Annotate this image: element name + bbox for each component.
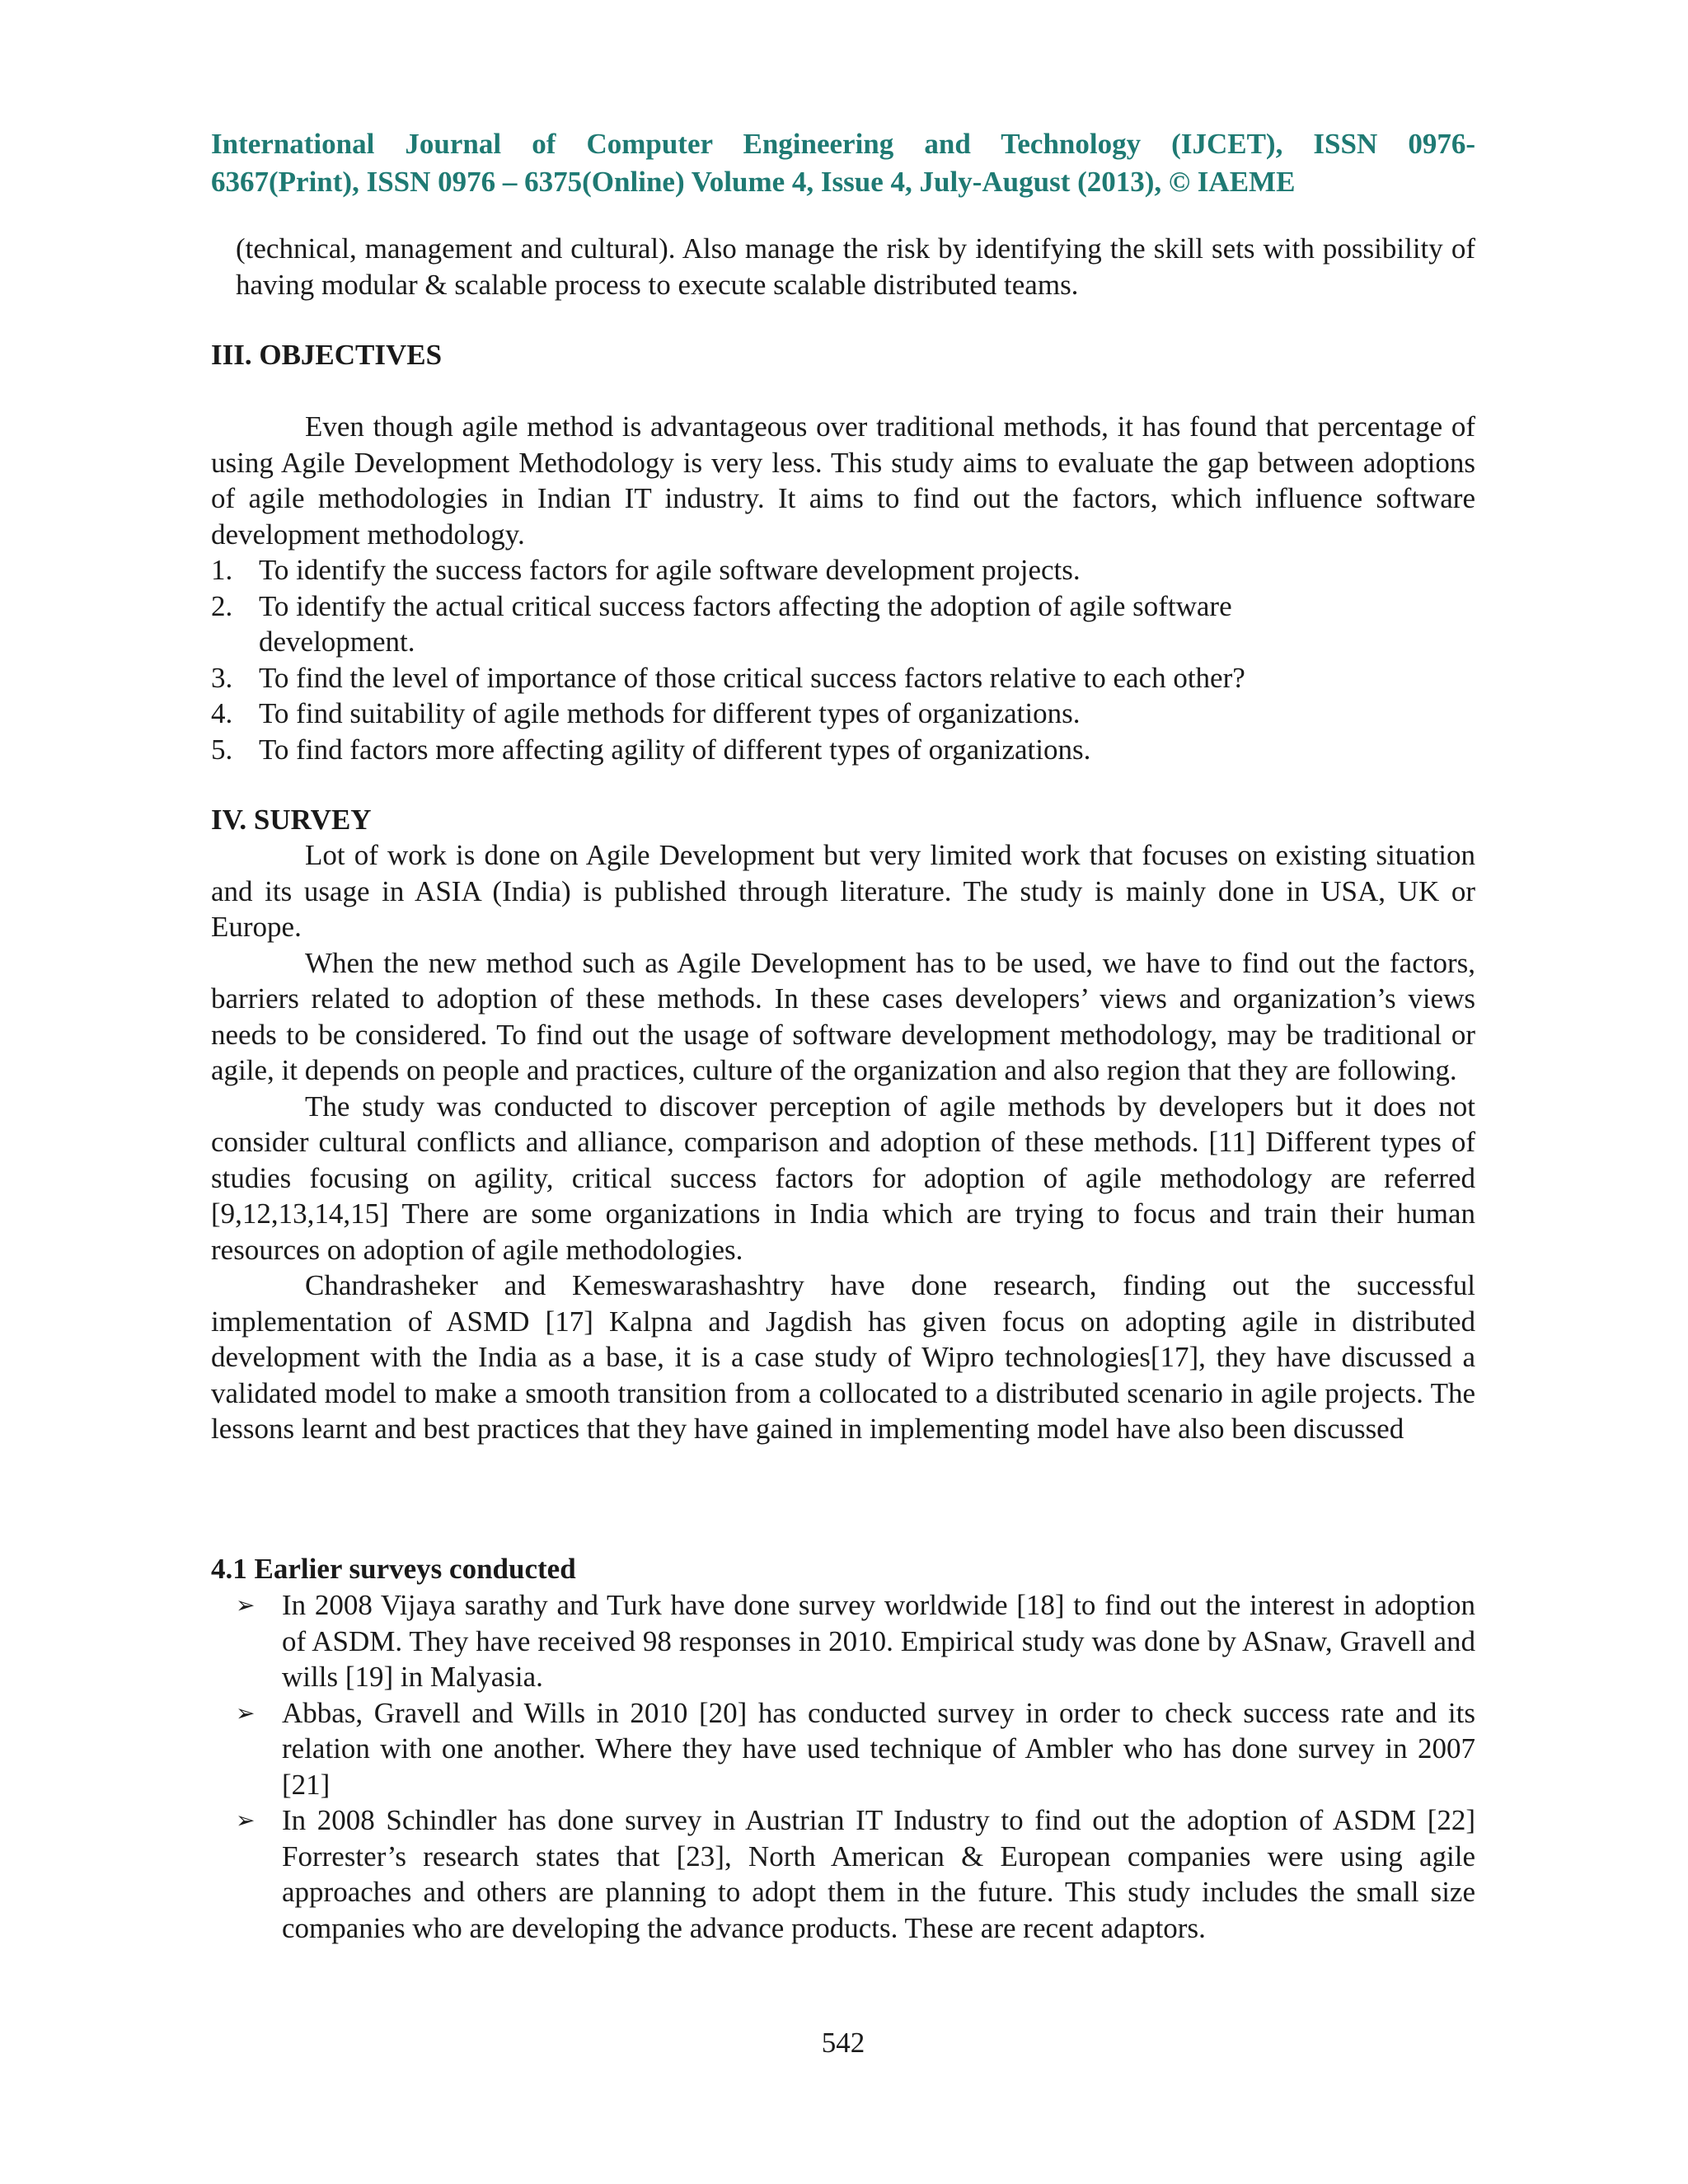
list-item-text: To identify the actual critical success factors affecting the adoption of agile software development. [259, 589, 1232, 658]
arrow-bullet-icon: ➢ [236, 1591, 256, 1619]
list-item [211, 660, 1475, 696]
list-item [211, 552, 1475, 588]
list-item-text: Abbas, Gravell and Wills in 2010 [20] has conducted survey in order to check success rate and its relation with one another. Where they have used technique of Ambler who has done survey in 2007 [21] [282, 1696, 1475, 1801]
subsection-title-earlier-surveys: 4.1 Earlier surveys conducted [211, 1553, 576, 1585]
section-title-survey: IV. SURVEY [211, 804, 372, 836]
list-number: 3. [211, 661, 233, 694]
list-number: 2. [211, 589, 233, 622]
survey-paragraph: Chandrasheker and Kemeswarashashtry have done research, finding out the successful implementation of ASMD [17] Kalpna and Jagdish has given focus on adopting agile in distributed development with the India as a base, it is a case study of Wipro technologies[17], they have discussed a validated model to make a smooth transition from a collocated to a distributed scenario in agile projects. The lessons learnt and best practices that they have gained in implementing model have also been discussed [211, 1269, 1475, 1445]
list-number: 5. [211, 733, 233, 766]
list-item-text: To find factors more affecting agility of different types of organizations. [259, 733, 1091, 766]
list-item [236, 1695, 1475, 1803]
survey-paragraph: The study was conducted to discover perception of agile methods by developers but it does not consider cultural conflicts and alliance, comparison and adoption of these methods. [11] Different types of studies focusing on agility, critical success factors for adoption of agile methodology are referred [9,12,13,14,15] There are some organizations in India which are trying to focus and train their human resources on adoption of agile methodologies. [211, 1090, 1475, 1266]
list-number: 4. [211, 697, 233, 729]
survey-paragraph: When the new method such as Agile Development has to be used, we have to find out the factors, barriers related to adoption of these methods. In these cases developers’ views and organization’s views needs to be considered. To find out the usage of software development methodology, may be traditional or agile, it depends on people and practices, culture of the organization and also region that they are following. [211, 946, 1475, 1086]
list-number: 1. [211, 554, 233, 586]
continuation-paragraph [236, 231, 1475, 302]
journal-header-line-1: International Journal of Computer Engineering and Technology (IJCET), ISSN 0976- [211, 128, 1475, 160]
objectives-list [211, 552, 1475, 767]
list-item-text: To find suitability of agile methods for different types of organizations. [259, 697, 1081, 729]
continuation-text: (technical, management and cultural). Also manage the risk by identifying the skill sets with possibility of having modular & scalable process to execute scalable distributed teams. [236, 232, 1475, 301]
section-title-objectives: III. OBJECTIVES [211, 339, 443, 371]
list-item-text: To identify the success factors for agile software development projects. [259, 554, 1081, 586]
journal-header [211, 125, 1475, 201]
earlier-surveys-list [236, 1587, 1475, 1946]
objectives-section [211, 409, 1475, 767]
list-item [236, 1587, 1475, 1695]
arrow-bullet-icon: ➢ [236, 1807, 256, 1834]
list-item [211, 588, 1475, 660]
list-item [211, 732, 1475, 768]
survey-paragraph: Lot of work is done on Agile Development but very limited work that focuses on existing situation and its usage in ASIA (India) is published through literature. The study is mainly done in USA, UK or Europe. [211, 839, 1475, 943]
objectives-intro: Even though agile method is advantageous over traditional methods, it has found that percentage of using Agile Development Methodology is very less. This study aims to evaluate the gap between adoptions of agile methodologies in Indian IT industry. It aims to find out the factors, which influence software development methodology. [211, 410, 1475, 551]
list-item [211, 696, 1475, 732]
page-number: 542 [821, 2027, 865, 2059]
list-item-text: To find the level of importance of those critical success factors relative to each other? [259, 661, 1245, 694]
journal-header-line-2: 6367(Print), ISSN 0976 – 6375(Online) Volume 4, Issue 4, July-August (2013), © IAEME [211, 166, 1296, 198]
list-item-text: In 2008 Schindler has done survey in Austrian IT Industry to find out the adoption of ASDM [22] Forrester’s research states that [23], North American & European companies were using agile approaches and others are planning to adopt them in the future. This study includes the small size companies who are developing the advance products. These are recent adaptors. [282, 1804, 1475, 1944]
arrow-bullet-icon: ➢ [236, 1699, 256, 1727]
list-item [236, 1802, 1475, 1946]
survey-section [211, 837, 1475, 1447]
list-item-text: In 2008 Vijaya sarathy and Turk have done survey worldwide [18] to find out the interest in adoption of ASDM. They have received 98 responses in 2010. Empirical study was done by ASnaw, Gravell and wills [19] in Malyasia. [282, 1589, 1475, 1693]
